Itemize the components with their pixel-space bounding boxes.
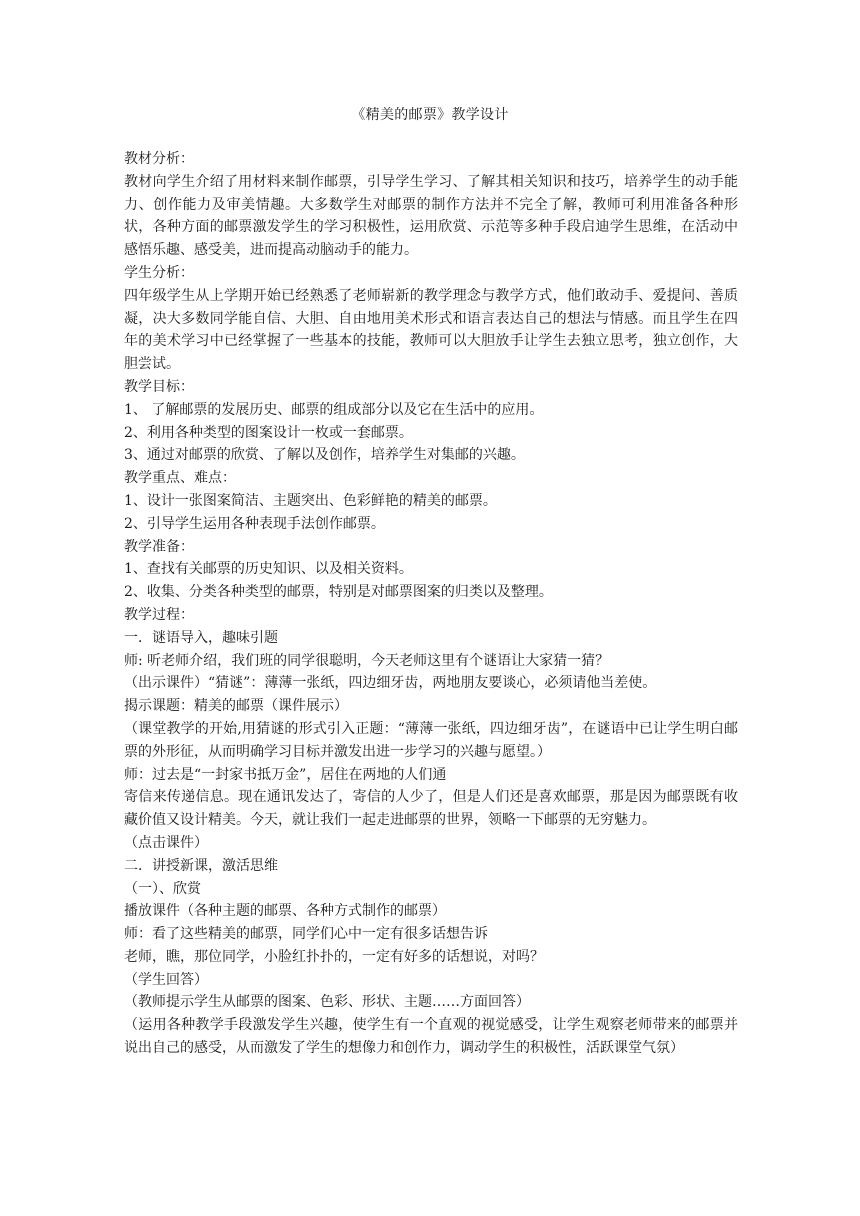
paragraph-teacher-hint: （教师提示学生从邮票的图案、色彩、形状、主题……方面回答） [124,994,530,1011]
section-heading-teaching-goals: 教学目标： [124,378,194,395]
list-item-goal-2: 2、利用各种类型的图案设计一枚或一套邮票。 [124,424,413,441]
paragraph-teacher-riddle: 师: 听老师介绍，我们班的同学很聪明，今天老师这里有个谜语让大家猜一猜？ [124,652,610,669]
paragraph-student-answer: （学生回答） [124,971,208,988]
list-item-preparation-1: 1、查找有关邮票的历史知识、以及相关资料。 [124,561,413,578]
section-heading-teaching-process: 教学过程： [124,606,194,623]
subheading-new-lesson: 二．讲授新课，激活思维 [124,857,278,874]
paragraph-play-courseware: 播放课件（各种主题的邮票、各种方式制作的邮票） [124,903,446,920]
paragraph-student-analysis: 四年级学生从上学期开始已经熟悉了老师崭新的教学理念与教学方式，他们敢动手、爱提问、善质凝，决大多数同学能自信、大胆、自由地用美术形式和语言表达自己的想法与情感。而且学生在四年的美术学习中已经掌握了一些基本的技能，教师可以大胆放手让学生去独立思考，独立创作，大胆尝试。 [124,287,738,373]
list-item-goal-1: 1、 了解邮票的发展历史、邮票的组成部分以及它在生活中的应用。 [124,401,544,418]
paragraph-riddle-note: （课堂教学的开始,用猜谜的形式引入正题：“薄薄一张纸，四边细牙齿”，在谜语中已让学生明白邮票的外形征，从而明确学习目标并激发出进一步学习的兴趣与愿望。） [124,720,738,760]
paragraph-teacher-prompt: 老师，瞧，那位同学，小脸红扑扑的，一定有好多的话想说，对吗？ [124,948,544,965]
list-item-key-point-1: 1、设计一张图案简洁、主题突出、色彩鲜艳的精美的邮票。 [124,492,497,509]
subheading-appreciation: （一）、欣赏 [124,880,201,897]
list-item-key-point-2: 2、引导学生运用各种表现手法创作邮票。 [124,515,385,532]
subheading-riddle-intro: 一．谜语导入，趣味引题 [124,629,278,646]
paragraph-teacher-question: 师：看了这些精美的邮票，同学们心中一定有很多话想告诉 [124,926,488,943]
paragraph-riddle-text: （出示课件）“猜谜”：薄薄一张纸，四边细牙齿，两地朋友要谈心，必须请他当差使。 [124,675,657,692]
list-item-goal-3: 3、通过对邮票的欣赏、了解以及创作，培养学生对集邮的兴趣。 [124,447,525,464]
paragraph-textbook-analysis: 教材向学生介绍了用材料来制作邮票，引导学生学习、了解其相关知识和技巧，培养学生的动手能力、创作能力及审美情趣。大多数学生对邮票的制作方法并不完全了解，教师可利用准备各种形状，各种方面的邮票激发学生的学习积极性，运用欣赏、示范等多种手段启迪学生思维，在活动中感悟乐趣、感受美，进而提高动脑动手的能力。 [124,173,738,259]
paragraph-teacher-letters: 师：过去是“一封家书抵万金”，居住在两地的人们通 [124,766,447,783]
section-heading-preparation: 教学准备： [124,538,194,555]
paragraph-teaching-note: （运用各种教学手段激发学生兴趣，使学生有一个直观的视觉感受，让学生观察老师带来的邮票并说出自己的感受，从而激发了学生的想像力和创作力，调动学生的积极性，活跃课堂气氛） [124,1017,738,1057]
paragraph-stamp-value: 寄信来传递信息。现在通讯发达了，寄信的人少了，但是人们还是喜欢邮票，那是因为邮票既有收藏价值又设计精美。今天，就让我们一起走进邮票的世界，领略一下邮票的无穷魅力。 [124,789,738,829]
document-body [124,148,738,1060]
paragraph-reveal-topic: 揭示课题：精美的邮票（课件展示） [124,698,348,715]
document-title: 《精美的邮票》教学设计 [351,107,509,123]
section-heading-student-analysis: 学生分析： [124,264,194,281]
paragraph-click-courseware: （点击课件） [124,834,208,851]
list-item-preparation-2: 2、收集、分类各种类型的邮票，特别是对邮票图案的归类以及整理。 [124,584,553,601]
section-heading-textbook-analysis: 教材分析： [124,151,194,167]
section-heading-key-points: 教学重点、难点： [124,470,236,487]
